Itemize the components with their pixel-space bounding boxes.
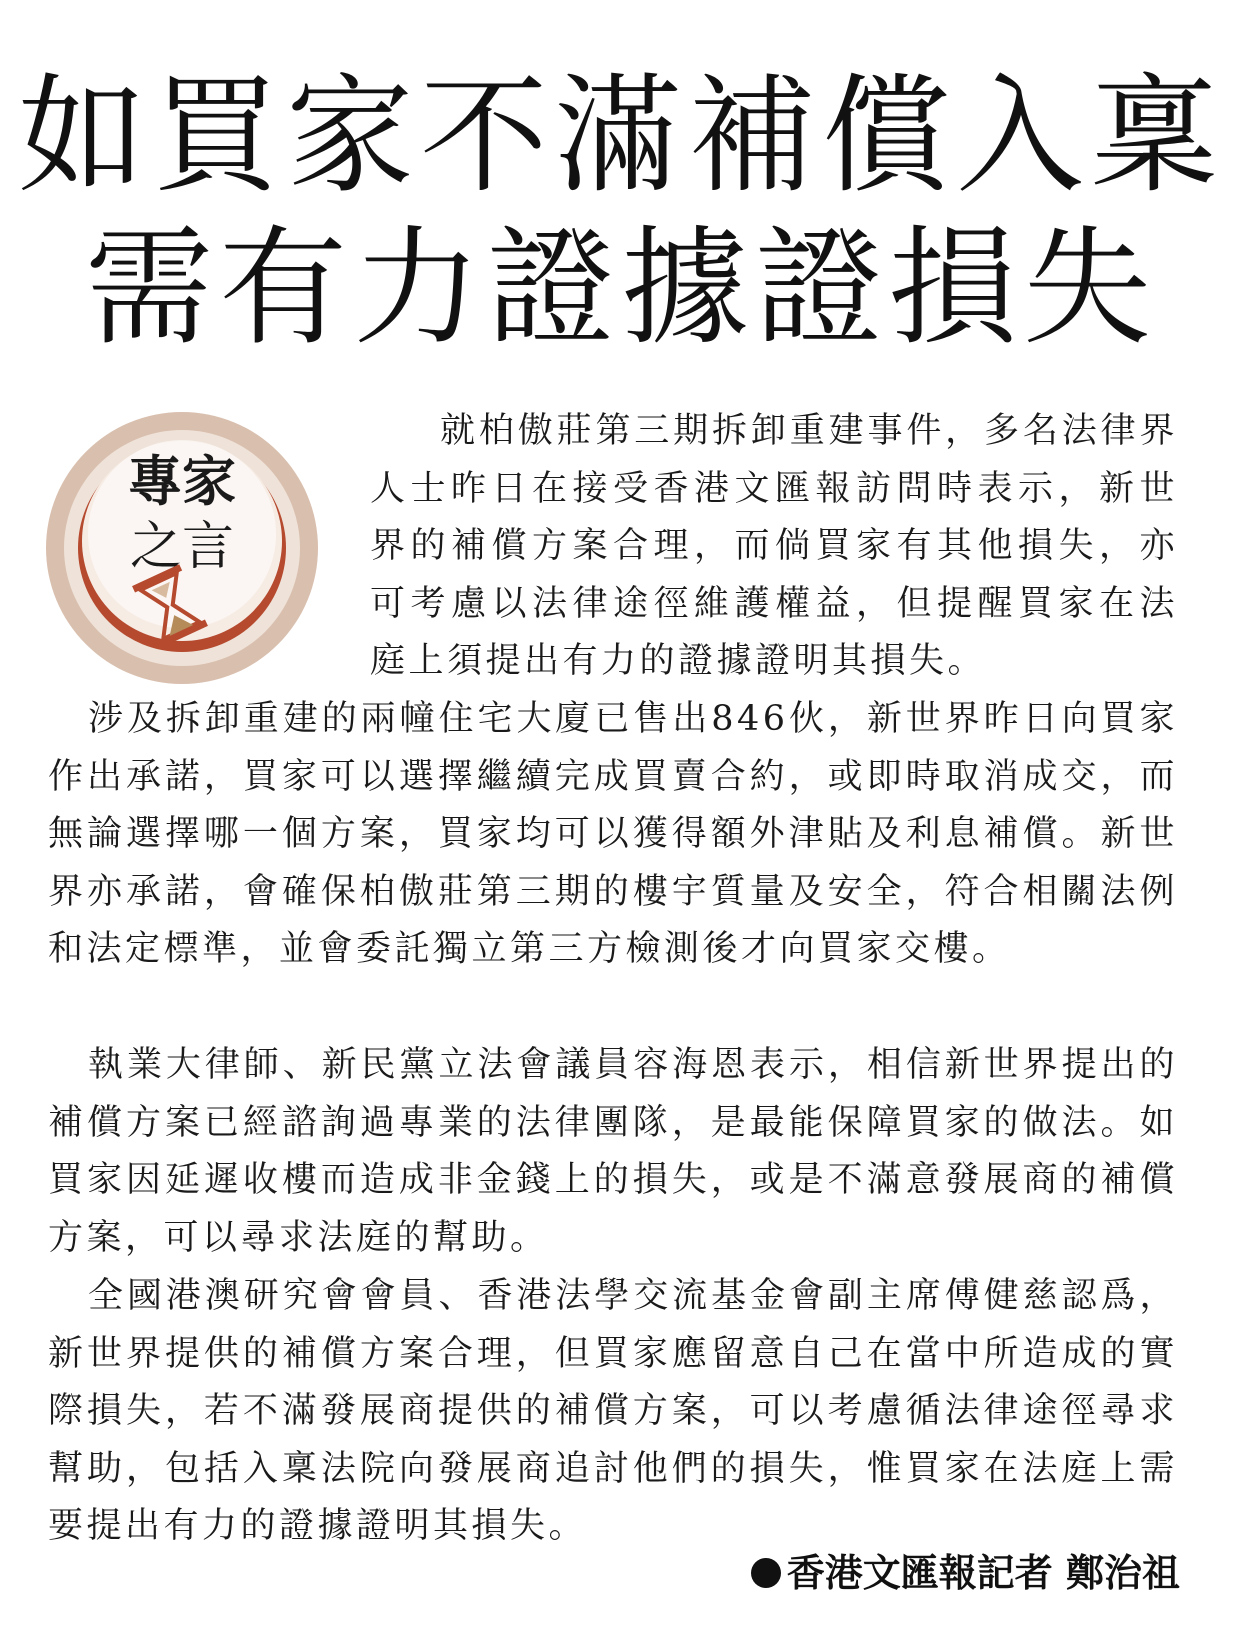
byline [751,1548,1180,1598]
badge-title: 專家 [128,450,236,513]
bullet-dot-icon [751,1558,781,1588]
badge-emblem [42,408,322,688]
article-paragraph-intro: 就柏傲莊第三期拆卸重建事件，多名法律界人士昨日在接受香港文匯報訪問時表示，新世界的補償方案合理，而倘買家有其他損失，亦可考慮以法律途徑維護權益，但提醒買家在法庭上須提出有力的證據證明其損失。 [370,411,1178,681]
article-paragraph-3: 執業大律師、新民黨立法會議員容海恩表示，相信新世界提出的補償方案已經諮詢過專業的法律團隊，是最能保障買家的做法。如買家因延遲收樓而造成非金錢上的損失，或是不滿意發展商的補償方案，可以尋求法庭的幫助。 [48,1045,1178,1258]
headline-line-1: 如買家不滿補償入稟 [17,62,1224,211]
article-paragraph-2: 涉及拆卸重建的兩幢住宅大廈已售出846伙，新世界昨日向買家作出承諾，買家可以選擇繼續完成買賣合約，或即時取消成交，而無論選擇哪一個方案，買家均可以獲得額外津貼及利息補償。新世界亦承諾，會確保柏傲莊第三期的樓宇質量及安全，符合相關法例和法定標準，並會委託獨立第三方檢測後才向買家交樓。 [48,699,1178,969]
expert-opinion-badge [42,408,322,688]
byline-text: 香港文匯報記者 鄭治祖 [786,1551,1180,1595]
article-paragraph-4: 全國港澳研究會會員、香港法學交流基金會副主席傅健慈認爲，新世界提供的補償方案合理，但買家應留意自己在當中所造成的實際損失，若不滿發展商提供的補償方案，可以考慮循法律途徑尋求幫助，包括入稟法院向發展商追討他們的損失，惟買家在法庭上需要提出有力的證據證明其損失。 [48,1276,1178,1546]
badge-subtitle: 之言 [129,517,235,577]
headline-line-2: 需有力證據證損失 [84,214,1157,363]
